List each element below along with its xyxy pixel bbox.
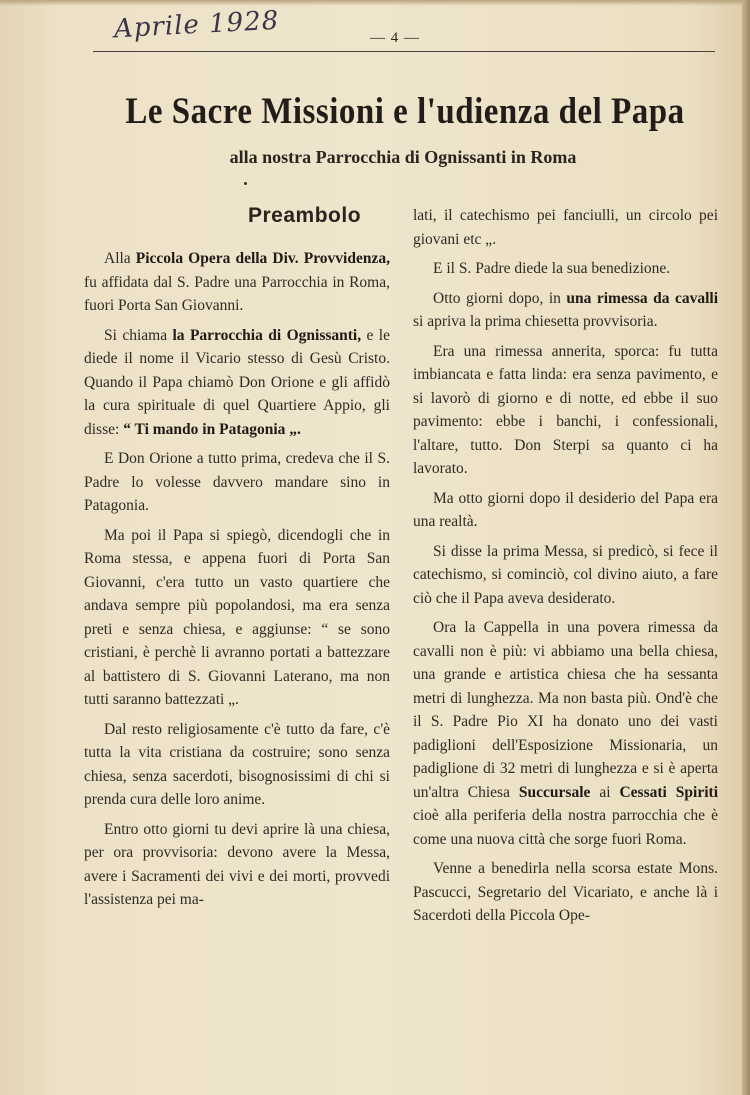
right-paragraph-4: Era una rimessa annerita, sporca: fu tutta imbiancata e fatta linda: era senza pavimento, e si lavorò di giorno e di notte, ed ebbe il suo pavimento: ebbe i banchi, i confessionali, l'altare, tutto. Don Sterpi sa quanto ci ha lavorato. [413,342,718,477]
right-column [413,204,718,928]
page-number: — 4 — [370,30,420,46]
left-paragraph-6: Entro otto giorni tu devi aprire là una chiesa, per ora provvisoria: devono avere la Messa, avere i Sacramenti dei vivi e dei morti, provvedi l'assistenza pei ma- [84,820,390,908]
left-paragraph-5: Dal resto religiosamente c'è tutto da fare, c'è tutta la vita cristiana da costruire; sono senza chiesa, senza sacerdoti, bisognosissimi di chi si prenda cura delle loro anime. [84,720,390,808]
decorative-dot [244,182,247,185]
right-paragraph-6: Si disse la prima Messa, si predicò, si fece il catechismo, si cominciò, col divino aiuto, a fare ciò che il Papa aveva desiderato. [413,542,718,607]
left-paragraph-1: Alla Piccola Opera della Div. Provvidenza, fu affidata dal S. Padre una Parrocchia in Roma, fuori Porta San Giovanni. [84,250,390,314]
left-paragraph-4: Ma poi il Papa si spiegò, dicendogli che in Roma stessa, e appena fuori di Porta San Giovanni, c'era tutto un vasto quartiere che andava sempre più popolandosi, ma era senza preti e senza chiesa, e aggiunse: “ se sono cristiani, è perchè li avranno portati a battezzare al battistero di S. Giovanni Laterano, ma non tutti saranno battezzati „. [84,526,390,708]
header-rule [93,51,715,52]
right-paragraph-7: Ora la Cappella in una povera rimessa da cavalli non è più: vi abbiamo una bella chiesa, una grande e artistica chiesa che ha sessanta metri di lunghezza. Ma non basta più. Ond'è che il S. Padre Pio XI ha donato uno dei vasti padiglioni dell'Esposizione Missionaria, un padiglione di 32 metri di lunghezza e si è aperta un'altra Chiesa Succursale ai Cessati Spiriti cioè alla periferia della nostra parrocchia che è come una nuova città che sorge fuori Roma. [413,619,718,848]
right-paragraph-5: Ma otto giorni dopo il desiderio del Papa era una realtà. [413,489,718,530]
section-heading: Preambolo [248,204,362,227]
article-subtitle: alla nostra Parrocchia di Ognissanti in Roma [229,147,577,167]
right-paragraph-2: E il S. Padre diede la sua benedizione. [433,260,671,277]
page-top-edge [0,0,750,6]
right-paragraph-8: Venne a benedirla nella scorsa estate Mons. Pascucci, Segretario del Vicariato, e anche là i Sacerdoti della Piccola Ope- [413,860,718,924]
right-paragraph-3: Otto giorni dopo, in una rimessa da cavalli si apriva la prima chiesetta provvisoria. [413,289,718,330]
right-paragraph-1: lati, il catechismo pei fanciulli, un circolo pei giovani etc „. [413,207,718,248]
left-paragraph-3: E Don Orione a tutto prima, credeva che il S. Padre lo volesse davvero mandare sino in Patagonia. [84,450,390,514]
handwritten-date-annotation: Aprile 1928 [113,5,280,45]
left-column [84,247,390,912]
left-paragraph-2: Si chiama la Parrocchia di Ognissanti, e le diede il nome il Vicario stesso di Gesù Cristo. Quando il Papa chiamò Don Orione e gli affidò la cura spirituale di quel Quartiere Appio, gli disse: “ Ti mando in Patagonia „. [84,326,390,438]
article-title: Le Sacre Missioni e l'udienza del Papa [125,91,685,133]
